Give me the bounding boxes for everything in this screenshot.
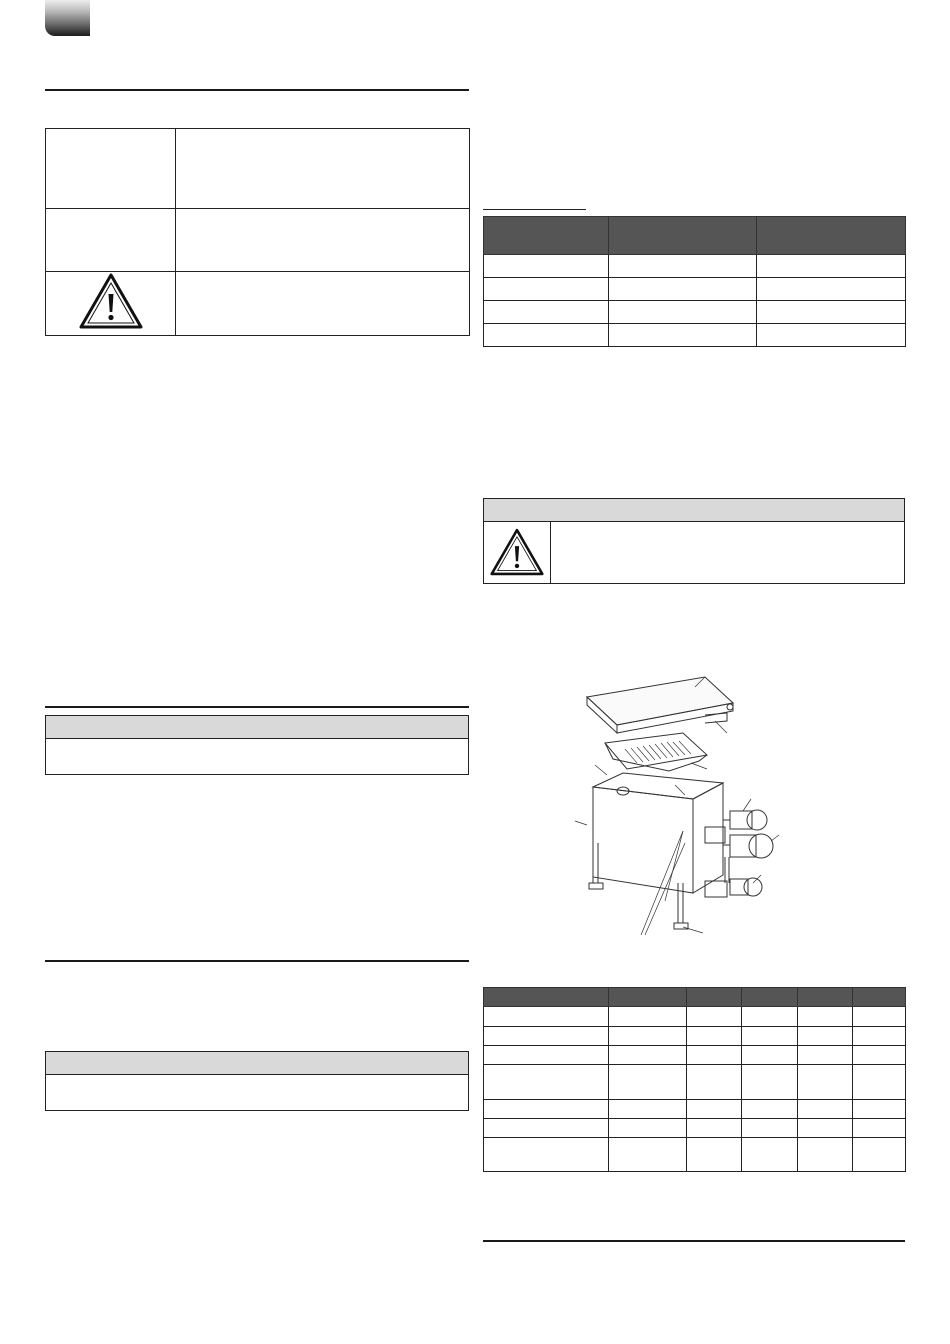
table-row [484, 278, 906, 301]
large-data-table [483, 987, 906, 1172]
table-cell [484, 255, 609, 278]
table-cell [798, 1007, 853, 1027]
table-header-cell [687, 988, 742, 1007]
table-cell [687, 1100, 742, 1119]
section-rule-bottom-right [483, 1240, 905, 1242]
note-box-1 [45, 715, 469, 775]
table-cell [484, 1119, 609, 1138]
table-header-row [484, 217, 906, 255]
table-cell [609, 1065, 687, 1100]
table-header-cell [609, 217, 757, 255]
table-row [484, 301, 906, 324]
table-cell [853, 1027, 906, 1046]
legend-row [46, 129, 470, 209]
table-cell [757, 255, 906, 278]
table-cell [687, 1046, 742, 1065]
warning-triangle-icon [490, 527, 544, 577]
table-row [484, 1119, 906, 1138]
note-box-2 [45, 1051, 469, 1111]
table-cell [609, 1100, 687, 1119]
table-cell [687, 1138, 742, 1172]
table-cell [853, 1100, 906, 1119]
section-rule-top-left [45, 89, 469, 91]
table-cell [484, 1138, 609, 1172]
leader-lines [575, 677, 779, 935]
table-cell [853, 1119, 906, 1138]
table-cell [609, 255, 757, 278]
table-cell [687, 1119, 742, 1138]
legend-cell-symbol [46, 272, 176, 336]
table-cell [609, 301, 757, 324]
table-cell [484, 1046, 609, 1065]
warning-box-icon-cell [484, 521, 551, 583]
table-header-cell [742, 988, 798, 1007]
section-rule-mid-left [45, 706, 469, 708]
table-cell [687, 1065, 742, 1100]
table-cell [687, 1007, 742, 1027]
table-cell [742, 1027, 798, 1046]
table-header-cell [757, 217, 906, 255]
note-box-header [46, 1052, 468, 1075]
corner-gradient-tab-icon [45, 0, 90, 36]
table-row [484, 1046, 906, 1065]
table-cell [484, 1065, 609, 1100]
table-cell [798, 1138, 853, 1172]
valve-assembly [705, 810, 773, 897]
table-cell [484, 1100, 609, 1119]
table-cell [742, 1046, 798, 1065]
table-cell [484, 324, 609, 347]
table-cell [742, 1119, 798, 1138]
table-cell [484, 1007, 609, 1027]
table-cell [757, 301, 906, 324]
legend-cell-text [176, 129, 470, 209]
table-cell [798, 1046, 853, 1065]
table-cell [484, 301, 609, 324]
table-cell [798, 1100, 853, 1119]
table-cell [742, 1138, 798, 1172]
table-row [484, 255, 906, 278]
legend-cell-text [176, 272, 470, 336]
table-cell [798, 1119, 853, 1138]
table-cell [609, 1007, 687, 1027]
legend-row-warning [46, 272, 470, 336]
table-header-row [484, 988, 906, 1007]
table-cell [742, 1007, 798, 1027]
table-cell [609, 1138, 687, 1172]
table-cell [687, 1027, 742, 1046]
table-cell [853, 1007, 906, 1027]
legend-cell-symbol [46, 129, 176, 209]
warning-box-header [484, 499, 904, 522]
table-cell [609, 1027, 687, 1046]
legend-cell-symbol [46, 209, 176, 272]
warning-box [483, 498, 905, 584]
table-header-cell [798, 988, 853, 1007]
table-row [484, 324, 906, 347]
table-row [484, 1027, 906, 1046]
table-cell [798, 1027, 853, 1046]
note-box-header [46, 716, 468, 739]
table-cell [853, 1065, 906, 1100]
section-rule-lower-left [45, 960, 469, 962]
table-header-cell [853, 988, 906, 1007]
table-row [484, 1065, 906, 1100]
small-data-table [483, 216, 906, 347]
table-row [484, 1138, 906, 1172]
exploded-view-drawing [565, 665, 785, 940]
table-cell [484, 1027, 609, 1046]
table-cell [798, 1065, 853, 1100]
table-row [484, 1100, 906, 1119]
heading-underline [483, 209, 586, 210]
table-cell [757, 324, 906, 347]
legend-table [45, 128, 470, 336]
table-cell [757, 278, 906, 301]
table-row [484, 1007, 906, 1027]
table-cell [484, 278, 609, 301]
legend-cell-text [176, 209, 470, 272]
table-cell [853, 1046, 906, 1065]
table-cell [853, 1138, 906, 1172]
table-cell [609, 324, 757, 347]
table-cell [609, 1119, 687, 1138]
warning-triangle-icon [79, 272, 143, 330]
table-header-cell [484, 217, 609, 255]
table-cell [609, 278, 757, 301]
table-cell [742, 1100, 798, 1119]
table-cell [609, 1046, 687, 1065]
legend-row [46, 209, 470, 272]
table-header-cell [484, 988, 609, 1007]
table-header-cell [609, 988, 687, 1007]
table-cell [742, 1065, 798, 1100]
